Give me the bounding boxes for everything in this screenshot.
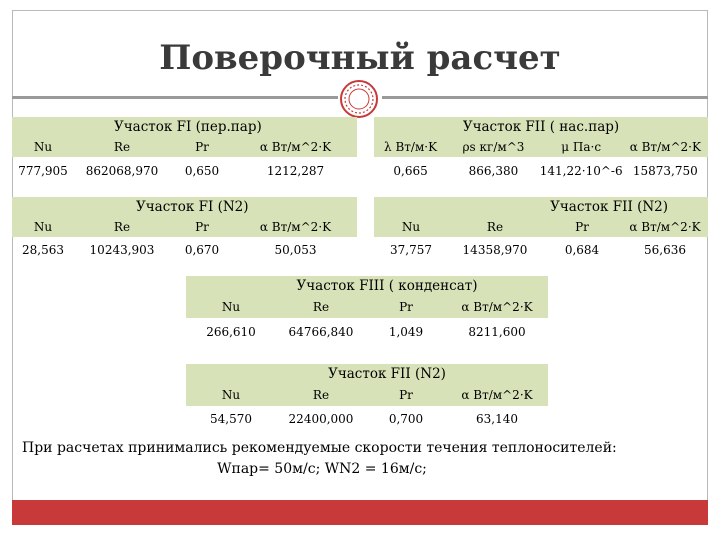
header-nu: Nu	[12, 137, 74, 157]
cell-lambda: 0,665	[393, 164, 428, 178]
cell-re: 10243,903	[89, 243, 155, 257]
cell-re: 64766,840	[288, 325, 354, 339]
circle-ornament-icon	[338, 78, 380, 120]
title-rule-left	[12, 96, 338, 99]
header-re: Re	[448, 217, 542, 237]
header-nu: Nu	[186, 296, 276, 318]
header-nu: Nu	[186, 384, 276, 406]
header-nu: Nu	[12, 217, 74, 237]
cell-rho: 866,380	[468, 164, 519, 178]
table-fii-n2-second	[186, 364, 548, 432]
header-re: Re	[74, 217, 170, 237]
header-pr: Pr	[542, 217, 622, 237]
velocity-note	[22, 438, 712, 480]
bottom-accent-bar	[12, 500, 708, 525]
cell-pr: 0,650	[184, 164, 220, 178]
table-caption: Участок FI (N2)	[74, 197, 357, 217]
cell-re: 862068,970	[85, 164, 159, 178]
cell-alpha: 56,636	[644, 243, 686, 257]
cell-alpha: 8211,600	[468, 325, 526, 339]
cell-pr: 0,684	[564, 243, 600, 257]
cell-mu: 141,22·10^-6	[539, 164, 623, 178]
title-rule-right	[382, 96, 708, 99]
table-caption: Участок FIII ( конденсат)	[186, 276, 548, 296]
header-mu: μ Па·с	[540, 137, 623, 157]
cell-pr: 1,049	[388, 325, 424, 339]
table-caption: Участок FII ( нас.пар)	[374, 117, 708, 137]
cell-alpha: 1212,287	[266, 164, 325, 178]
cell-alpha: 15873,750	[632, 164, 698, 178]
table-caption: Участок FI (пер.пар)	[74, 117, 296, 137]
header-alpha: α Вт/м^2·K	[446, 296, 548, 318]
cell-nu: 37,757	[390, 243, 432, 257]
header-lambda: λ Вт/м·K	[374, 137, 447, 157]
table-fi-steam	[12, 117, 357, 185]
slide-title: Поверочный расчет	[159, 38, 561, 78]
header-nu: Nu	[374, 217, 448, 237]
header-re: Re	[276, 384, 366, 406]
cell-nu: 28,563	[22, 243, 64, 257]
table-caption: Участок FII (N2)	[448, 197, 708, 217]
header-alpha: α Вт/м^2·K	[446, 384, 548, 406]
cell-nu: 777,905	[18, 164, 68, 178]
header-pr: Pr	[170, 137, 234, 157]
table-fiii-condensate	[186, 276, 548, 346]
table-fii-n2	[374, 197, 708, 263]
header-pr: Pr	[170, 217, 234, 237]
header-pr: Pr	[366, 296, 446, 318]
header-alpha: α Вт/м^2·K	[234, 137, 357, 157]
cell-alpha: 63,140	[476, 412, 518, 426]
cell-alpha: 50,053	[274, 243, 317, 257]
header-pr: Pr	[366, 384, 446, 406]
table-caption: Участок FII (N2)	[186, 364, 548, 384]
table-fii-saturated	[374, 117, 708, 185]
note-line-1: При расчетах принимались рекомендуемые скорости течения теплоносителей:	[22, 440, 617, 456]
cell-pr: 0,700	[388, 412, 424, 426]
header-alpha: α Вт/м^2·K	[623, 137, 708, 157]
header-alpha: α Вт/м^2·K	[622, 217, 708, 237]
header-alpha: α Вт/м^2·K	[234, 217, 357, 237]
header-re: Re	[276, 296, 366, 318]
cell-pr: 0,670	[184, 243, 220, 257]
table-fi-n2	[12, 197, 357, 263]
cell-re: 14358,970	[462, 243, 528, 257]
cell-nu: 266,610	[206, 325, 256, 339]
header-rho: ρs кг/м^3	[447, 137, 540, 157]
header-re: Re	[74, 137, 170, 157]
cell-nu: 54,570	[210, 412, 252, 426]
note-line-2: Wпар= 50м/с; WN2 = 16м/с;	[217, 461, 427, 477]
cell-re: 22400,000	[288, 412, 354, 426]
